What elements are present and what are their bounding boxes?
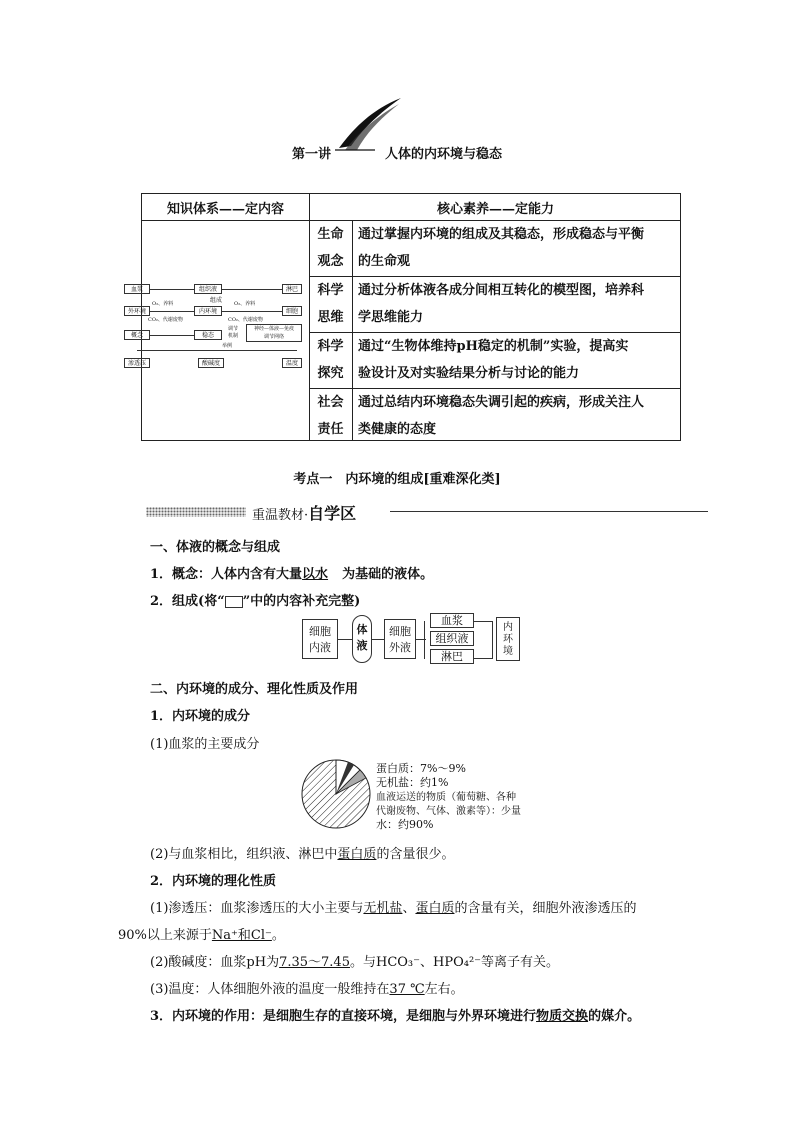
pie-label-salt: 无机盐：约1% <box>376 776 449 789</box>
section-point-title: 考点一 内环境的组成[重难深化类] <box>293 472 501 487</box>
page-title <box>0 143 794 162</box>
table-header-competency: 核心素养——定能力 <box>436 202 554 217</box>
lecture-title: 人体的内环境与稳态 <box>385 147 503 162</box>
banner-rule <box>390 511 708 512</box>
paragraph-osmotic-line2: 90%以上来源于Na⁺和Cl⁻。 <box>118 928 285 943</box>
overview-table <box>127 193 681 441</box>
section-heading: 一、体液的概念与组成 <box>150 540 281 555</box>
plasma-composition-pie <box>300 758 372 830</box>
paragraph-temperature: (3)温度：人体细胞外液的温度一般维持在37 ℃左右。 <box>150 982 464 997</box>
body-fluid-diagram: 细胞 内液 体 液 细胞 外液 血浆 组织液 淋巴 内 环 境 <box>302 613 532 669</box>
table-row: 社会 责任 通过总结内环境稳态失调引起的疾病，形成关注人 类健康的态度 <box>317 395 645 437</box>
plasma-box: 血浆 <box>430 613 474 628</box>
pie-label-water: 水：约90% <box>376 818 434 831</box>
paragraph-ph: (2)酸碱度：血浆pH为7.35～7.45。与HCO₃⁻、HPO₄²⁻等离子有关。 <box>150 955 560 970</box>
lecture-number: 第一讲 <box>291 147 331 162</box>
pie-label-transport: 血液运送的物质（葡萄糖、各种 <box>376 792 516 803</box>
sub-item: (1)血浆的主要成分 <box>150 737 260 752</box>
pie-label-transport-2: 代谢废物、气体、激素等）：少量 <box>376 806 521 817</box>
section-banner: 重温教材·自学区 <box>252 504 357 523</box>
item-concept: 1．概念：人体内含有大量以水 为基础的液体。 <box>150 567 434 582</box>
section-heading: 二、内环境的成分、理化性质及作用 <box>150 682 359 697</box>
tissue-fluid-box: 组织液 <box>430 631 474 646</box>
sub-heading-function: 3．内环境的作用：是细胞生存的直接环境，是细胞与外界环境进行物质交换的媒介。 <box>150 1009 641 1024</box>
paragraph-osmotic: (1)渗透压：血浆渗透压的大小主要与无机盐、蛋白质的含量有关，细胞外液渗透压的 <box>150 901 637 916</box>
banner-dots <box>146 507 246 517</box>
sub-heading: 1．内环境的成分 <box>150 709 251 724</box>
table-row: 科学 探究 通过“生物体维持pH稳定的机制”实验，提高实 验设计及对实验结果分析与讨论的能力 <box>317 339 629 381</box>
sub-heading: 2．内环境的理化性质 <box>150 874 277 889</box>
sub-item: (2)与血浆相比，组织液、淋巴中蛋白质的含量很少。 <box>150 847 455 862</box>
table-header-knowledge: 知识体系——定内容 <box>166 202 284 217</box>
table-row: 生命 观念 通过掌握内环境的组成及其稳态，形成稳态与平衡 的生命观 <box>317 227 645 269</box>
item-composition: 2．组成(将“ ”中的内容补充完整) <box>150 594 361 609</box>
lymph-box: 淋巴 <box>430 649 474 664</box>
pie-label-protein: 蛋白质：7%～9% <box>376 762 466 775</box>
table-row: 科学 思维 通过分析体液各成分间相互转化的模型图，培养科 学思维能力 <box>317 283 645 325</box>
knowledge-diagram: 血浆 组织液 淋巴 组成 外环境 内环境 细胞 O₂、养料 CO₂、代谢废物 O₂、养料 CO₂、代谢废物 概念 稳态 调节 机制 神经—体液—免疫 调节网络 举例 渗透压 酸碱度 温度 <box>142 274 309 374</box>
